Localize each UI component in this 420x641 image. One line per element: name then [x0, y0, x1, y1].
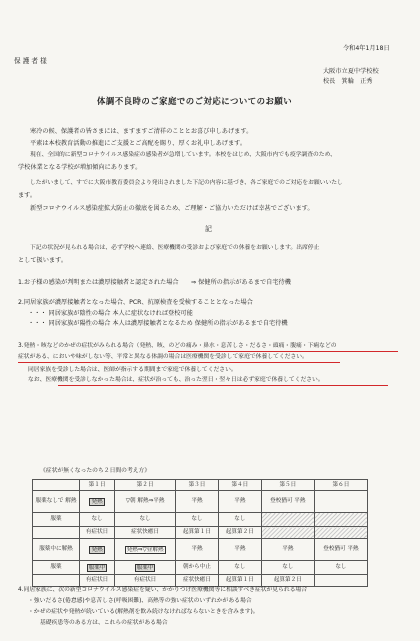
- table-cell: 平熱: [176, 539, 219, 561]
- table-cell: 症状快癒日: [115, 527, 176, 539]
- day-header: 第２日: [115, 480, 176, 491]
- corner-cell: [33, 480, 80, 491]
- table-cell: [80, 491, 115, 513]
- row-label: 服薬: [33, 561, 80, 575]
- table-cell: なし: [176, 513, 219, 527]
- table-cell: [314, 527, 367, 539]
- table-cell: [80, 539, 115, 561]
- table-cell: [314, 575, 367, 587]
- medicating-box: 服薬中: [136, 564, 154, 571]
- table-cell: 登校猶可 平熱: [314, 539, 367, 561]
- item-4-line-4: 基礎疾患等のある方は、これらの症状がある場合: [40, 620, 168, 626]
- fever-box: 発熱: [91, 498, 103, 505]
- day-header: 第３日: [176, 480, 219, 491]
- table-cell: [261, 513, 314, 527]
- intro-line-5: したがいまして、すでに大阪市教育委員会より発出されました下記の内容に基づき、各ご家庭でのご対応をお願いいたし: [30, 180, 343, 186]
- table-cell: なし: [218, 513, 261, 527]
- schedule-table: [32, 479, 368, 587]
- table-cell: 平熱: [176, 491, 219, 513]
- recipient: 保 護 者 様: [14, 57, 47, 65]
- table-cell: 有症状日: [80, 527, 115, 539]
- principal-name: 校長 箕輪 正秀: [323, 78, 373, 85]
- item-3-line-3: 同居家族を受診した場合は、医師が指示する期間まで家庭で休養してください。: [28, 367, 237, 373]
- table-cell: 有症状日: [80, 575, 115, 587]
- intro-line-6: ます。: [18, 192, 37, 199]
- day-header: 第５日: [261, 480, 314, 491]
- intro-line-3: 現在、全国的に新型コロナウイルス感染症の感染者が急増しています。本校をはじめ、大阪市内でも疫学調査のため、: [30, 152, 336, 158]
- intro-line-4: 学校休業となる学校が増加傾向にあります。: [18, 164, 142, 171]
- table-cell: [261, 527, 314, 539]
- day-header: 第１日: [80, 480, 115, 491]
- intro-line-7: 新型コロナウイルス感染症拡大防止の徹底を図るため、ご理解・ご協力いただけば幸甚でございます。: [30, 205, 314, 212]
- item-3-line-1: 3.発熱・咳などのかぜの症状がみられる場合（発熱、咳、のどの痛み・鼻水・息苦しさ・だるさ・頭痛・腹痛・下痢などの: [18, 343, 337, 349]
- item-3-line-4: なお、医療機関を受診しなかった場合は、症状が治っても、治った翌日・翌々日は必ず家庭で休養してください。: [28, 377, 324, 383]
- fever-box: 発熱⇒▽昼解熱: [126, 546, 164, 553]
- red-underline-3: [58, 385, 388, 386]
- table-cell: [314, 491, 367, 513]
- item-4-line-3: ・かぜの症状や発熱が続いている(解熱剤を飲み続けなければならないときを含みます)。: [28, 609, 259, 615]
- table-cell: 起算第２日: [261, 575, 314, 587]
- table-cell: 平熱: [261, 539, 314, 561]
- row-label: 服薬: [33, 513, 80, 527]
- table-cell: [314, 513, 367, 527]
- table-cell: なし: [80, 513, 115, 527]
- lead-line-2: として扱います。: [18, 257, 68, 264]
- red-underline-2: [18, 362, 340, 363]
- ki-heading: 記: [205, 225, 212, 233]
- table-cell: 起算第１日: [176, 527, 219, 539]
- table-cell: 起算第２日: [218, 527, 261, 539]
- date: 令和4年1月18日: [343, 45, 390, 52]
- intro-line-2: 平素は本校教育活動の推進にご支援とご高配を賜り、厚くお礼申しあげます。: [30, 140, 247, 147]
- item-4-line-1: 4.同居家族に、次の新型コロナウイルス感染症を疑い、かかりつけ医療機関等に相談すべき症状が見られる場合: [18, 587, 308, 593]
- table-cell: ▽朝 解熱⇒平熱: [115, 491, 176, 513]
- row-label: [33, 527, 80, 539]
- item-4-line-2: ・強いだるさ(倦怠感)や息苦しさ(呼吸困難)、高熱等の強い症状のいずれかがある場合: [28, 598, 252, 604]
- day-header: 第４日: [218, 480, 261, 491]
- table-cell: 登校猶可 平熱: [261, 491, 314, 513]
- table-cell: [115, 561, 176, 575]
- row-label: 服薬中に解熱: [33, 539, 80, 561]
- table-caption: 《症状が無くなったのち２日間の考え方》: [40, 468, 151, 474]
- day-header: 第６日: [314, 480, 367, 491]
- lead-line-1: 下記の状況が見られる場合は、必ず学校へ連絡、医療機関の受診および家庭での休養をお願いします。出席停止: [30, 245, 320, 251]
- table-cell: [115, 539, 176, 561]
- item-2a: ・・・ 同居家族が陰性の場合 本人に症状なければ登校可能: [28, 310, 193, 317]
- row-label: [33, 575, 80, 587]
- fever-box: 発熱: [91, 546, 103, 553]
- table-cell: 朝から中止: [176, 561, 219, 575]
- item-3-line-2: 症状がある、においや味がしない等、平常と異なる体調の場合は医療機関を受診して家庭で休養してください。: [18, 354, 308, 360]
- table-cell: なし: [261, 561, 314, 575]
- item-1: 1.お子様の感染が判明または濃厚接触者と認定された場合 ⇒ 保健所の指示があるまで自宅待機: [18, 279, 291, 286]
- table-cell: なし: [218, 561, 261, 575]
- item-2: 2.同居家族が濃厚接触者となった場合、PCR、抗原検査を受検することとなった場合: [18, 299, 253, 306]
- table-cell: 起算第１日: [218, 575, 261, 587]
- page-title: 体調不良時のご家庭でのご対応についてのお願い: [97, 96, 293, 106]
- row-label: 服薬なしで 解熱: [33, 491, 80, 513]
- red-underline-1: [168, 351, 398, 352]
- intro-line-1: 寒冷の候、保護者の皆さまには、ますますご清祥のこととお喜び申しあげます。: [30, 128, 253, 135]
- table-cell: なし: [314, 561, 367, 575]
- table-cell: 平熱: [218, 491, 261, 513]
- table-cell: 平熱: [218, 539, 261, 561]
- table-cell: 有症状日: [115, 575, 176, 587]
- table-cell: 症状快癒日: [176, 575, 219, 587]
- table-cell: なし: [115, 513, 176, 527]
- table-cell: [80, 561, 115, 575]
- school-name: 大阪市立夏中学校校: [323, 68, 379, 75]
- medicating-box: 服薬中: [88, 564, 106, 571]
- item-2b: ・・・ 同居家族が陽性の場合 本人は濃厚接触者となるため 保健所の指示があるまで自宅待機: [28, 320, 288, 327]
